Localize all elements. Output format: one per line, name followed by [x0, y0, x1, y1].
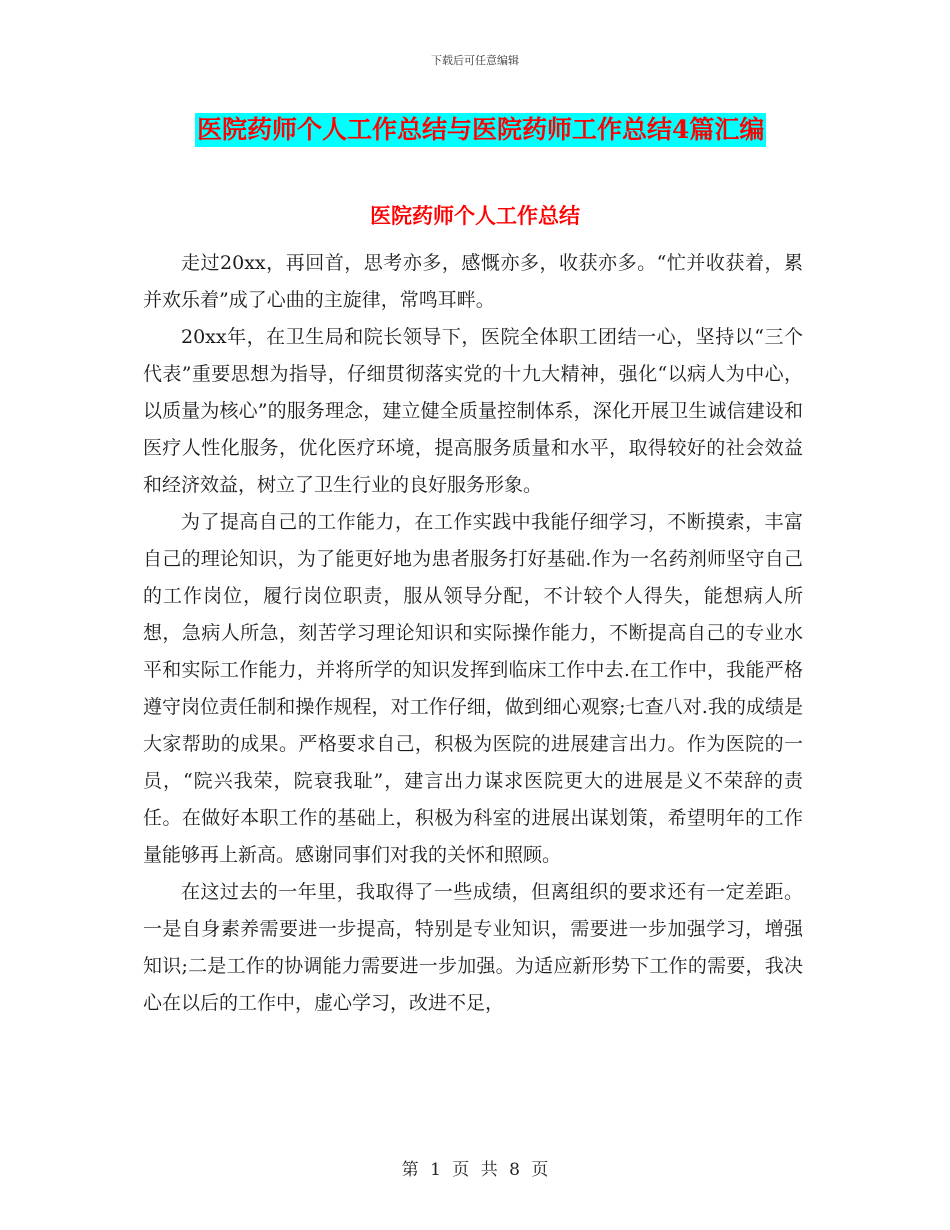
document-body	[143, 245, 803, 1022]
page-number-footer: 第 1 页 共 8 页	[401, 1160, 549, 1180]
paragraph: 走过20xx，再回首，思考亦多，感慨亦多，收获亦多。“忙并收获着，累并欢乐着”成了心曲的主旋律，常鸣耳畔。	[143, 252, 803, 311]
paragraph: 20xx年，在卫生局和院长领导下，医院全体职工团结一心，坚持以“三个代表”重要思想为指导，仔细贯彻落实党的十九大精神，强化“以病人为中心，以质量为核心”的服务理念，建立健全质量控制体系，深化开展卫生诚信建设和医疗人性化服务，优化医疗环境，提高服务质量和水平，取得较好的社会效益和经济效益，树立了卫生行业的良好服务形象。	[143, 326, 803, 496]
section-title: 医院药师个人工作总结	[370, 203, 580, 228]
paragraph: 为了提高自己的工作能力，在工作实践中我能仔细学习，不断摸索，丰富自己的理论知识，为了能更好地为患者服务打好基础.作为一名药剂师坚守自己的工作岗位，履行岗位职责，服从领导分配，不计较个人得失，能想病人所想，急病人所急，刻苦学习理论知识和实际操作能力，不断提高自己的专业水平和实际工作能力，并将所学的知识发挥到临床工作中去.在工作中，我能严格遵守岗位责任制和操作规程，对工作仔细，做到细心观察;七查八对.我的成绩是大家帮助的成果。严格要求自己，积极为医院的进展建言出力。作为医院的一员，“院兴我荣，院衰我耻”，建言出力谋求医院更大的进展是义不荣辞的责任。在做好本职工作的基础上，积极为科室的进展出谋划策，希望明年的工作量能够再上新高。感谢同事们对我的关怀和照顾。	[143, 511, 803, 866]
paragraph: 在这过去的一年里，我取得了一些成绩，但离组织的要求还有一定差距。一是自身素养需要进一步提高，特别是专业知识，需要进一步加强学习，增强知识;二是工作的协调能力需要进一步加强。为适应新形势下工作的需要，我决心在以后的工作中，虚心学习，改进不足，	[143, 881, 803, 1014]
document-title: 医院药师个人工作总结与医院药师工作总结4篇汇编	[195, 113, 766, 147]
page-header-note: 下载后可任意编辑	[431, 54, 519, 67]
